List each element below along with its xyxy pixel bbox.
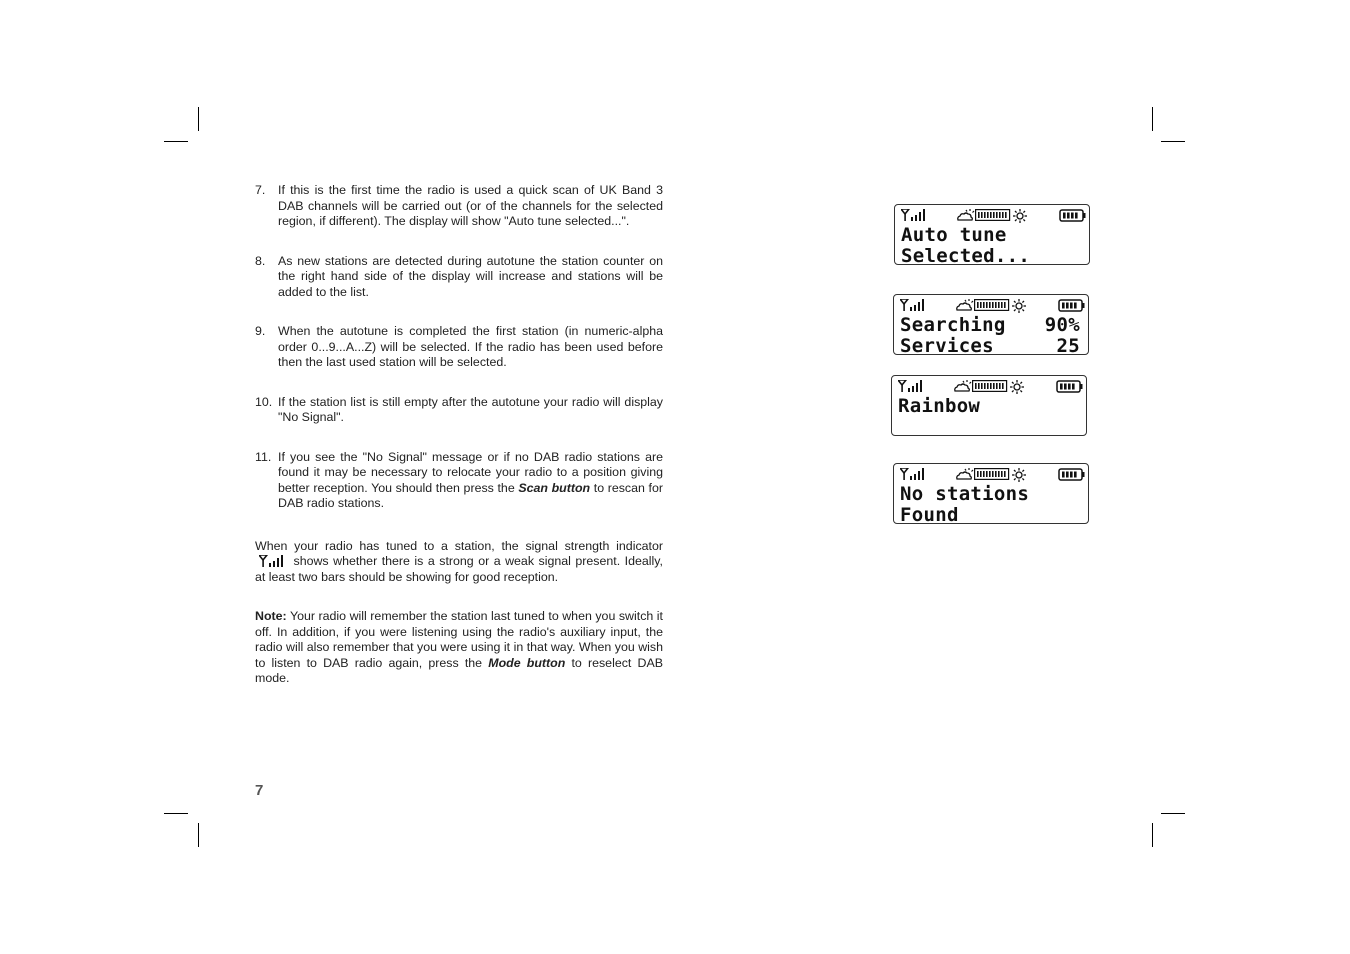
step-item: [255, 450, 663, 512]
step-item: [255, 324, 663, 371]
signal-strength-icon: [900, 299, 930, 311]
note-text: Your radio will remember the station last tuned to when you switch it off. In addition, if you were listening using the radio's auxiliary input, the radio will also remember that you were using it in that way. When you wish to listen to DAB radio again, press the: [255, 609, 663, 670]
instructions-column: [255, 183, 663, 711]
step-text: [278, 450, 663, 512]
mode-button-ref: Mode button: [488, 655, 566, 670]
note-text: to reselect DAB mode.: [255, 655, 663, 685]
lcd-line-1: [901, 225, 1081, 245]
signal-strength-icon: [259, 555, 289, 567]
lcd-line-2-text: Services: [900, 335, 994, 357]
battery-icon: [1058, 468, 1086, 481]
crop-mark: [198, 107, 199, 131]
lcd-line-2-text: Selected...: [901, 245, 1031, 267]
crop-mark: [1161, 813, 1185, 814]
crop-mark: [198, 823, 199, 847]
crop-mark: [1152, 107, 1153, 131]
battery-icon: [1059, 209, 1087, 222]
lcd-line-1-value: 90%: [1044, 314, 1080, 336]
step-item: [255, 183, 663, 230]
cloud-sun-icon: [955, 468, 975, 481]
step-text: As new stations are detected during autotune the station counter on the right hand side of the display will increase and stations will be added to the list.: [278, 253, 663, 299]
lcd-line-1: [900, 484, 1080, 504]
step-number: 10.: [255, 394, 273, 409]
signal-text-after: shows whether there is a strong or a weak signal present. Ideally, at least two bars should be showing for good reception.: [255, 554, 663, 584]
cloud-sun-icon: [953, 380, 973, 393]
status-icons: [900, 468, 1084, 482]
battery-icon: [1056, 380, 1084, 393]
lcd-line-2: [901, 246, 1081, 266]
step-number: 8.: [255, 253, 266, 268]
step-number: 11.: [255, 449, 272, 464]
lcd-line-2-text: Found: [900, 504, 959, 526]
volume-bar-icon: [975, 209, 1011, 221]
lcd-line-1: [900, 315, 1080, 335]
volume-bar-icon: [974, 299, 1010, 311]
lcd-display: [893, 294, 1089, 355]
lcd-line-2: [900, 505, 1080, 525]
signal-strength-icon: [898, 380, 928, 392]
signal-strength-icon: [901, 209, 931, 221]
lcd-line-1-text: Auto tune: [901, 224, 1007, 246]
signal-strength-icon: [900, 468, 930, 480]
step-number: 9.: [255, 324, 266, 338]
step-text-part: to rescan for DAB radio stations.: [278, 480, 663, 510]
sun-icon: [1010, 380, 1024, 394]
lcd-line-1-text: Searching: [900, 314, 1006, 336]
page-number: 7: [255, 782, 264, 799]
lcd-line-2-value: 25: [1056, 335, 1080, 357]
lcd-display: [891, 375, 1087, 436]
cloud-sun-icon: [955, 299, 975, 312]
step-item: [255, 395, 663, 426]
signal-text-before: When your radio has tuned to a station, the signal strength indicator: [255, 538, 663, 553]
sun-icon: [1012, 299, 1026, 313]
lcd-display: [894, 204, 1090, 265]
note-label: Note:: [255, 609, 287, 623]
sun-icon: [1013, 209, 1027, 223]
step-text: If the station list is still empty after the autotune your radio will display "No Signal".: [278, 394, 663, 424]
battery-icon: [1058, 299, 1086, 312]
step-text: If this is the first time the radio is used a quick scan of UK Band 3 DAB channels will be carried out (or of the channels for the selected region, if different). The display will show "Auto tune selected...".: [278, 183, 663, 228]
volume-bar-icon: [974, 468, 1010, 480]
lcd-line-1-text: No stations: [900, 483, 1030, 505]
lcd-display: [893, 463, 1089, 524]
status-icons: [901, 209, 1085, 223]
crop-mark: [164, 141, 188, 142]
lcd-line-1: [898, 396, 1078, 416]
lcd-line-1-text: Rainbow: [898, 395, 981, 417]
sun-icon: [1012, 468, 1026, 482]
crop-mark: [1152, 823, 1153, 847]
crop-mark: [164, 813, 188, 814]
note-paragraph: [255, 609, 663, 687]
lcd-line-2: [900, 336, 1080, 356]
volume-bar-icon: [972, 380, 1008, 392]
cloud-sun-icon: [956, 209, 976, 222]
scan-button-ref: Scan button: [518, 480, 591, 495]
step-text-part: If you see the "No Signal" message or if no DAB radio stations are found it may be necessary to relocate your radio to a position giving better reception. You should then press the: [278, 449, 663, 495]
crop-mark: [1161, 141, 1185, 142]
status-icons: [900, 299, 1084, 313]
step-text: When the autotune is completed the first station (in numeric-alpha order 0...9...A...Z) will be selected. If the radio has been used before then the last used station will be selected.: [278, 324, 663, 369]
step-item: [255, 254, 663, 301]
signal-paragraph: [255, 539, 663, 586]
step-number: 7.: [255, 183, 266, 197]
status-icons: [898, 380, 1082, 394]
